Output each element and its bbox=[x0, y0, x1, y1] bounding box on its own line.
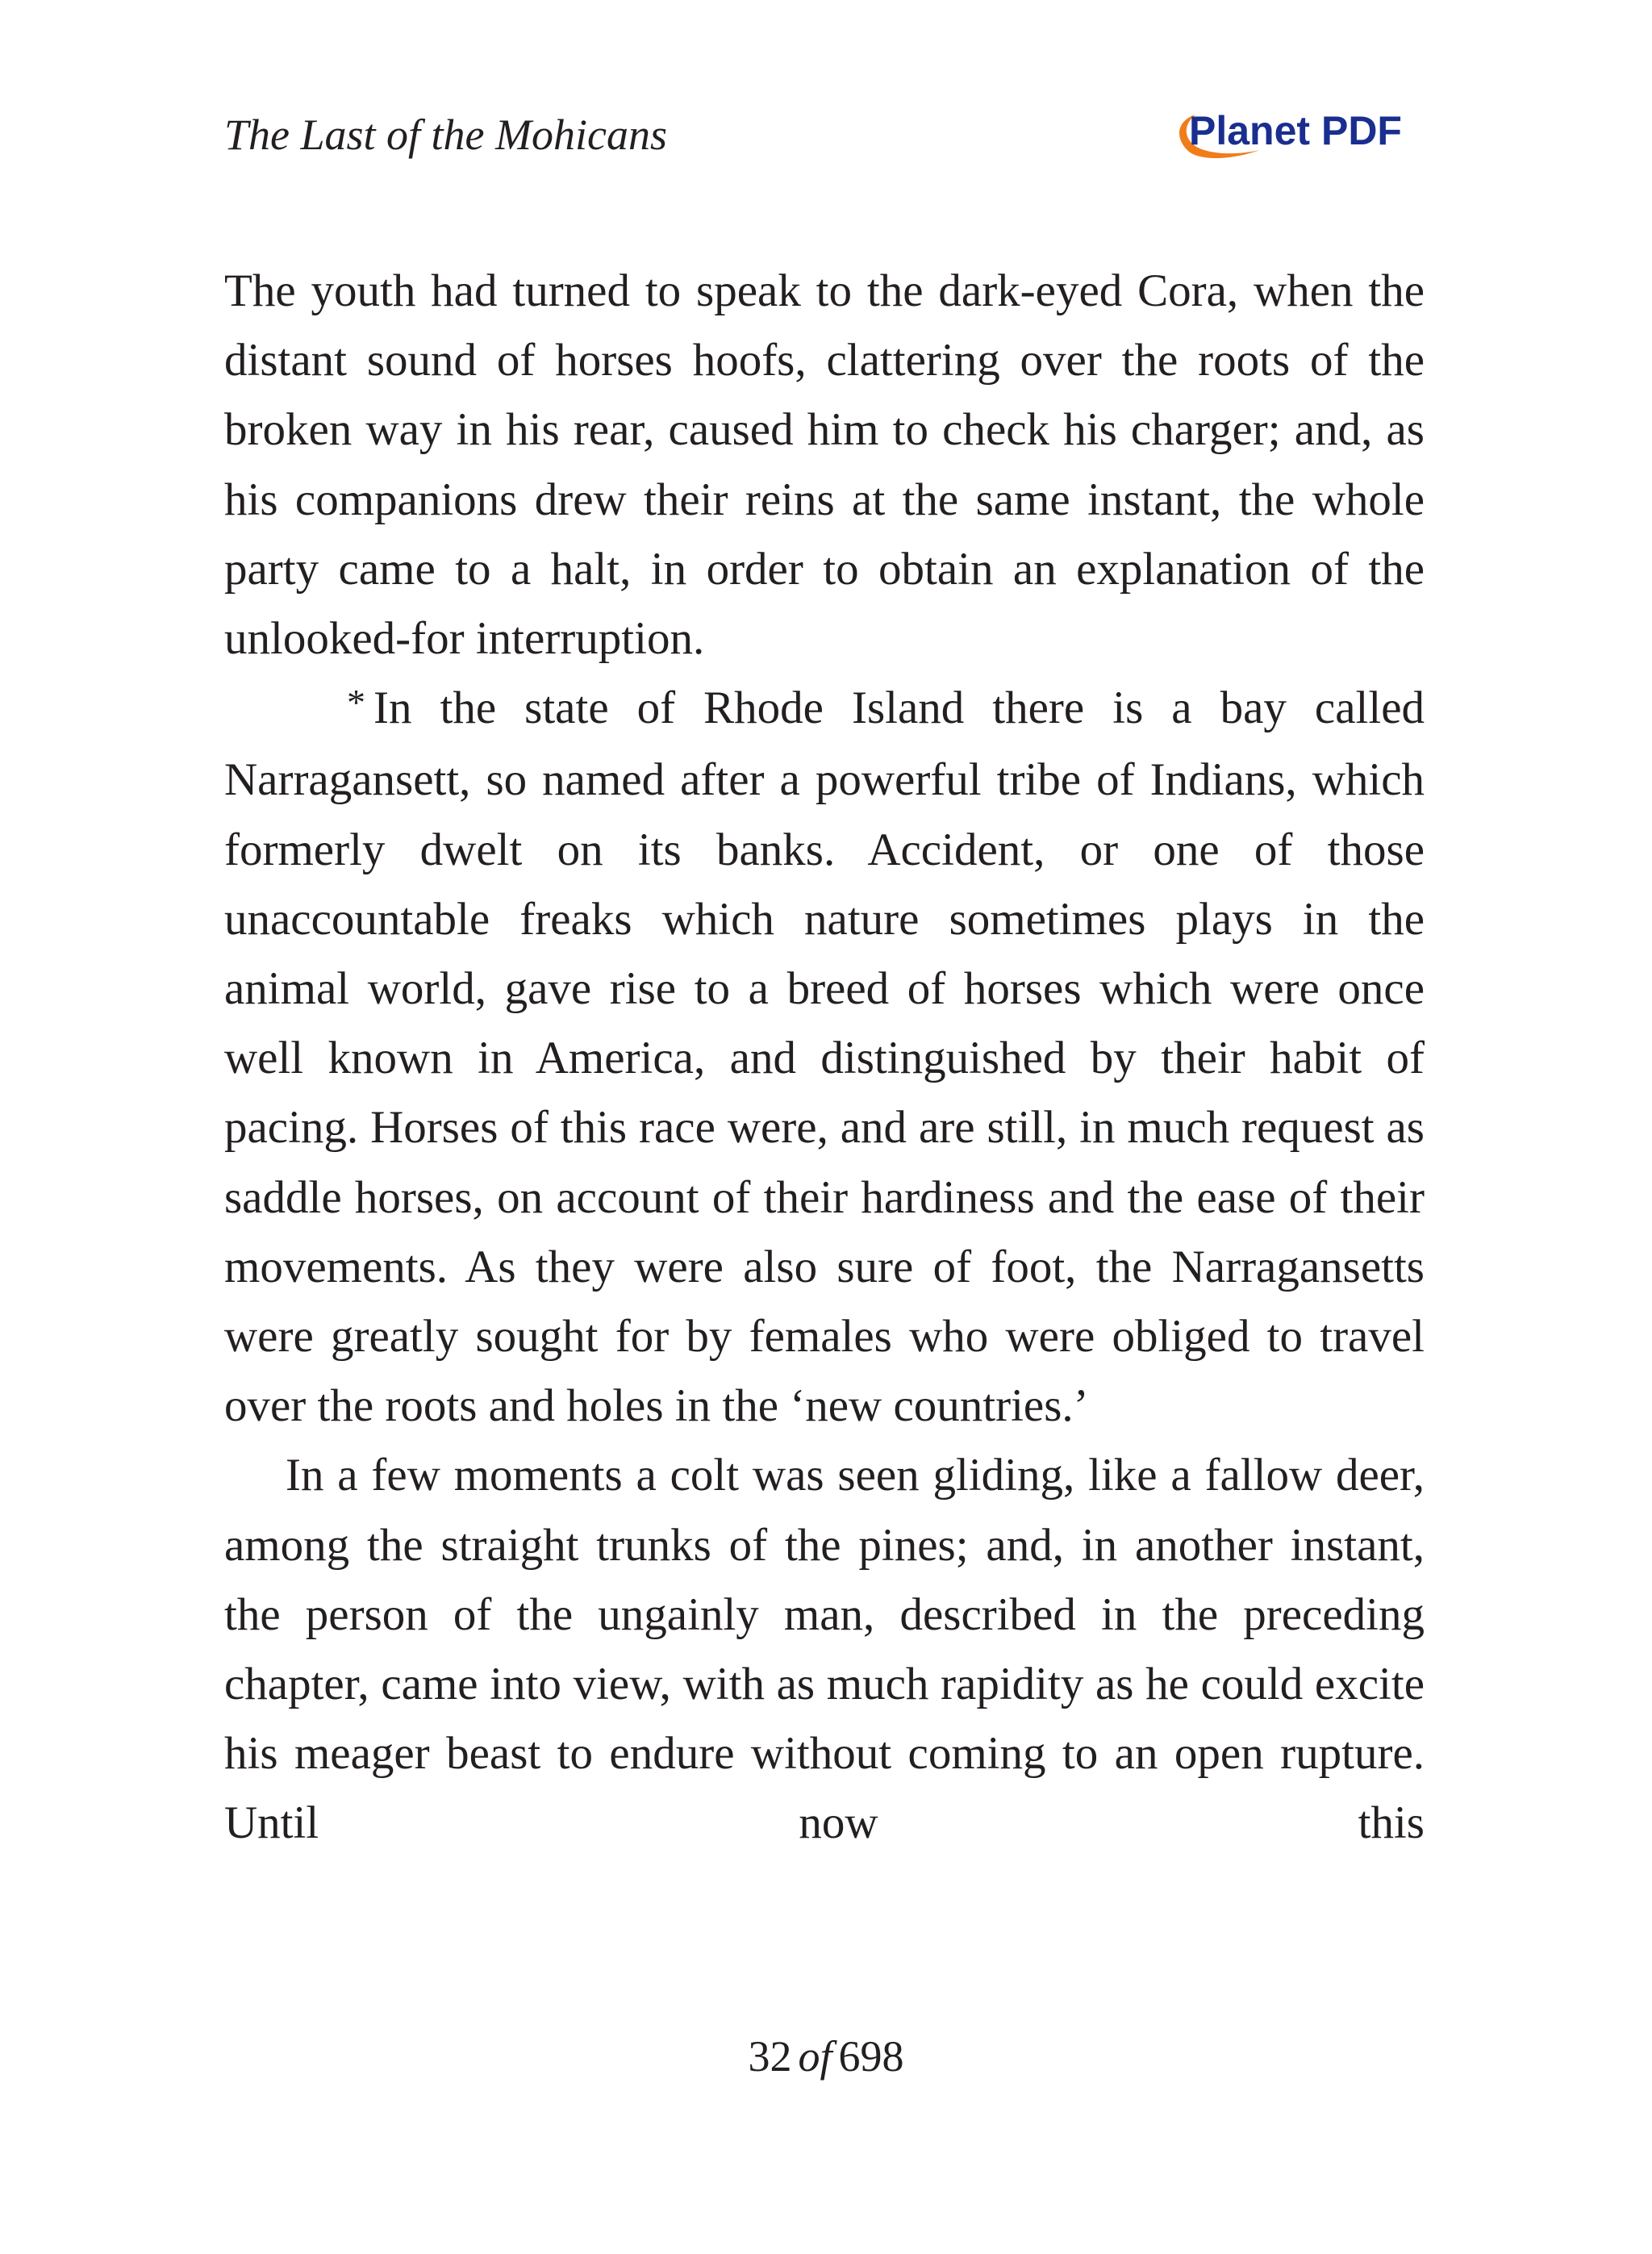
total-pages: 698 bbox=[838, 2032, 904, 2081]
current-page: 32 bbox=[748, 2032, 792, 2081]
paragraph-1: The youth had turned to speak to the dark-eyed Cora, when the distant sound of horses hoofs, clattering over the roots of the broken way in his rear, caused him to check his charger; and, as his companions drew their reins at the same instant, the whole party came to a halt, in order to obtain an explanation of the unlooked-for interruption. bbox=[224, 265, 1425, 665]
logo-word-planet: Planet bbox=[1189, 108, 1311, 153]
footnote-marker: * bbox=[347, 682, 365, 724]
running-title: The Last of the Mohicans bbox=[224, 111, 667, 159]
paragraph-3: In a few moments a colt was seen gliding, like a fallow deer, among the straight trunks of the pines; and, in another instant, the person of the ungainly man, described in the preceding chapter, came into view, with as much rapidity as he could excite his meager beast to endure without coming to an open rupture. Until now this bbox=[224, 1450, 1425, 1849]
page-number bbox=[0, 2028, 1652, 2085]
footnote-paragraph bbox=[224, 674, 1425, 1441]
planet-pdf-logo[interactable] bbox=[1171, 103, 1421, 168]
logo-wordmark bbox=[1189, 106, 1402, 155]
footnote-text: In the state of Rhode Island there is a bay called Narragansett, so named after a powerful tribe of Indians, which formerly dwelt on its banks. Accident, or one of those unaccountable freaks which nature sometimes plays in the animal world, gave rise to a breed of horses which were once well known in America, and distinguished by their habit of pacing. Horses of this race were, and are still, in much request as saddle horses, on account of their hardiness and the ease of their movements. As they were also sure of foot, the Narragansetts were greatly sought for by females who were obliged to travel over the roots and holes in the ‘new countries.’ bbox=[224, 682, 1425, 1432]
page-body bbox=[224, 257, 1425, 1859]
logo-word-pdf: PDF bbox=[1320, 108, 1402, 153]
page-of-label: of bbox=[798, 2032, 832, 2081]
